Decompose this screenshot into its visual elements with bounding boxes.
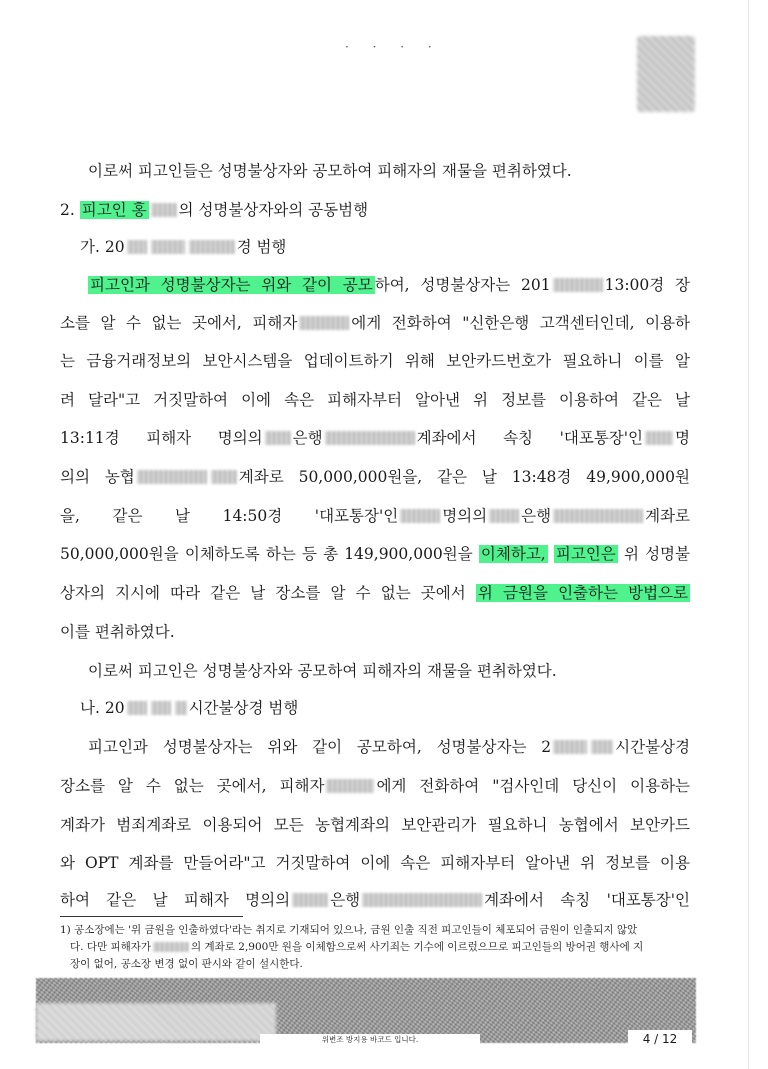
redacted-stamp [637, 36, 695, 112]
text-run: 2. [60, 201, 80, 219]
footnote-line [60, 939, 700, 955]
text-run: 하여, 성명불상자는 201 [374, 276, 551, 294]
redacted-barcode-block [36, 1003, 276, 1041]
text-run: 은행 [330, 891, 361, 909]
redaction [553, 740, 587, 754]
text-run: 상자의 지시에 따라 같은 날 장소를 알 수 없는 곳에서 [60, 584, 466, 602]
redaction [211, 470, 237, 484]
paragraph-line [60, 160, 690, 182]
text-run: 장소를 알 수 없는 곳에서, 피해자 [60, 777, 325, 795]
text-run: 이로써 피고인은 성명불상자와 공모하여 피해자의 재물을 편취하였다. [88, 662, 557, 680]
footnote-line: 장이 없어, 공소장 변경 없이 판시와 같이 설시한다. [70, 958, 303, 970]
redaction [553, 278, 603, 292]
text-run: 하여 같은 날 피해자 명의의 [60, 891, 291, 909]
text-run: 경 범행 [236, 238, 287, 256]
text-run: 계좌에서 속칭 '대포통장'인 [416, 429, 644, 447]
text-run: 이로써 피고인들은 성명불상자와 공모하여 피해자의 재물을 편취하였다. [88, 162, 572, 180]
redaction [325, 431, 415, 445]
text-run: 계좌에서 속칭 '대포통장'인 [484, 891, 690, 909]
text-run: 나. 20 [80, 699, 125, 717]
text-run: 의 성명불상자와의 공동범행 [178, 201, 369, 219]
redaction [137, 470, 207, 484]
text-run: 위 성명불 [623, 545, 690, 563]
paragraph-line [60, 852, 690, 874]
barcode-note: 위변조 방지용 바코드 입니다. [260, 1034, 480, 1045]
text-run: 은행 [292, 429, 323, 447]
redaction [326, 779, 374, 793]
text-run: 은행 [521, 507, 552, 525]
redaction [362, 893, 482, 907]
paragraph-line [60, 660, 690, 682]
paragraph-line [60, 389, 690, 411]
subsection-heading-na [60, 697, 710, 719]
page-number: 4 / 12 [628, 1030, 692, 1048]
page-edge [748, 0, 749, 1069]
text-run: 시간불상경 [615, 738, 690, 756]
subsection-heading-ga [60, 236, 710, 258]
redaction [591, 740, 613, 754]
redaction [151, 701, 171, 715]
redaction [265, 431, 291, 445]
footnote-line: 1) 공소장에는 '위 금원을 인출하였다'라는 취지로 기재되어 있으나, 금원 인출 직전 피고인들이 체포되어 금원이 인출되지 않았 [60, 924, 638, 936]
redaction [153, 942, 189, 952]
redaction [127, 240, 147, 254]
paragraph-line [60, 775, 690, 797]
paragraph-line [60, 312, 690, 334]
text-run: 피고인과 성명불상자는 위와 같이 공모하여, 성명불상자는 2 [88, 738, 552, 756]
text-run: 다. 다만 피해자가 [70, 941, 152, 953]
redaction [175, 701, 187, 715]
text-run: 시간불상경 범행 [188, 699, 299, 717]
redaction [645, 431, 673, 445]
highlight: 위 금원을 인출하는 방법으로 [477, 584, 688, 602]
highlight: 피고인 홍 [81, 201, 147, 219]
paragraph-line [60, 274, 690, 296]
text-run: 와 OPT 계좌를 만들어라"고 거짓말하여 이에 속은 피해자부터 알아낸 위 정보를 이용 [60, 854, 690, 872]
paragraph-line [60, 427, 690, 449]
text-run: 을, 같은 날 14:50경 '대포통장'인 [60, 507, 399, 525]
redaction [292, 893, 328, 907]
paragraph-line [60, 889, 690, 911]
paragraph-line [60, 350, 690, 372]
highlight: 피고인은 [555, 545, 616, 563]
text-run: 려 달라"고 거짓말하여 이에 속은 피해자부터 알아낸 위 정보를 이용하여 같은 날 [60, 391, 690, 409]
footnote-rule [60, 916, 243, 917]
text-run: 이를 편취하였다. [60, 623, 175, 641]
paragraph-line [60, 814, 690, 836]
redaction [151, 203, 177, 217]
highlight: 이체하고, [480, 545, 546, 563]
paragraph-line [60, 505, 690, 527]
text-run: 에게 전화하여 "검사인데 당신이 이용하는 [376, 777, 690, 795]
redaction [400, 509, 440, 523]
text-run: 에게 전화하여 "신한은행 고객센터인데, 이용하 [351, 314, 690, 332]
text-run: 50,000,000원을 이체하도록 하는 등 총 149,900,000원을 [60, 545, 473, 563]
text-run: 계좌로 [645, 507, 690, 525]
redaction [299, 316, 349, 330]
text-run: 13:00경 장 [604, 276, 690, 294]
text-run: 계좌로 50,000,000원을, 같은 날 13:48경 49,900,000원 [238, 468, 690, 486]
paragraph-line [60, 543, 690, 565]
text-run: 가. 20 [80, 238, 125, 256]
section-heading-2 [60, 199, 690, 221]
text-run: 계좌가 범죄계좌로 이용되어 모든 농협계좌의 보안관리가 필요하니 농협에서 보안카드 [60, 816, 690, 834]
text-run: 는 금융거래정보의 보안시스템을 업데이트하기 위해 보안카드번호가 필요하니 이를 알 [60, 352, 690, 370]
paragraph-line [60, 582, 690, 604]
redaction [189, 240, 235, 254]
paragraph-line [60, 736, 690, 758]
redaction [151, 240, 185, 254]
text-run: 명 [675, 429, 690, 447]
text-run: 명의의 [442, 507, 488, 525]
highlight: 피고인과 성명불상자는 위와 같이 공모 [90, 276, 373, 294]
text-run: 의 계좌로 2,900만 원을 이체함으로써 사기죄는 기수에 이르렀으므로 피고인들의 방어권 행사에 지 [191, 941, 644, 953]
redaction [489, 509, 519, 523]
text-run: 소를 알 수 없는 곳에서, 피해자 [60, 314, 298, 332]
text-run: 의의 농협 [60, 468, 135, 486]
paragraph-line [60, 621, 690, 643]
text-run: 13:11경 피해자 명의의 [60, 429, 263, 447]
redaction [127, 701, 147, 715]
header-dots: · · · · [345, 40, 442, 54]
paragraph-line [60, 466, 690, 488]
redaction [553, 509, 643, 523]
